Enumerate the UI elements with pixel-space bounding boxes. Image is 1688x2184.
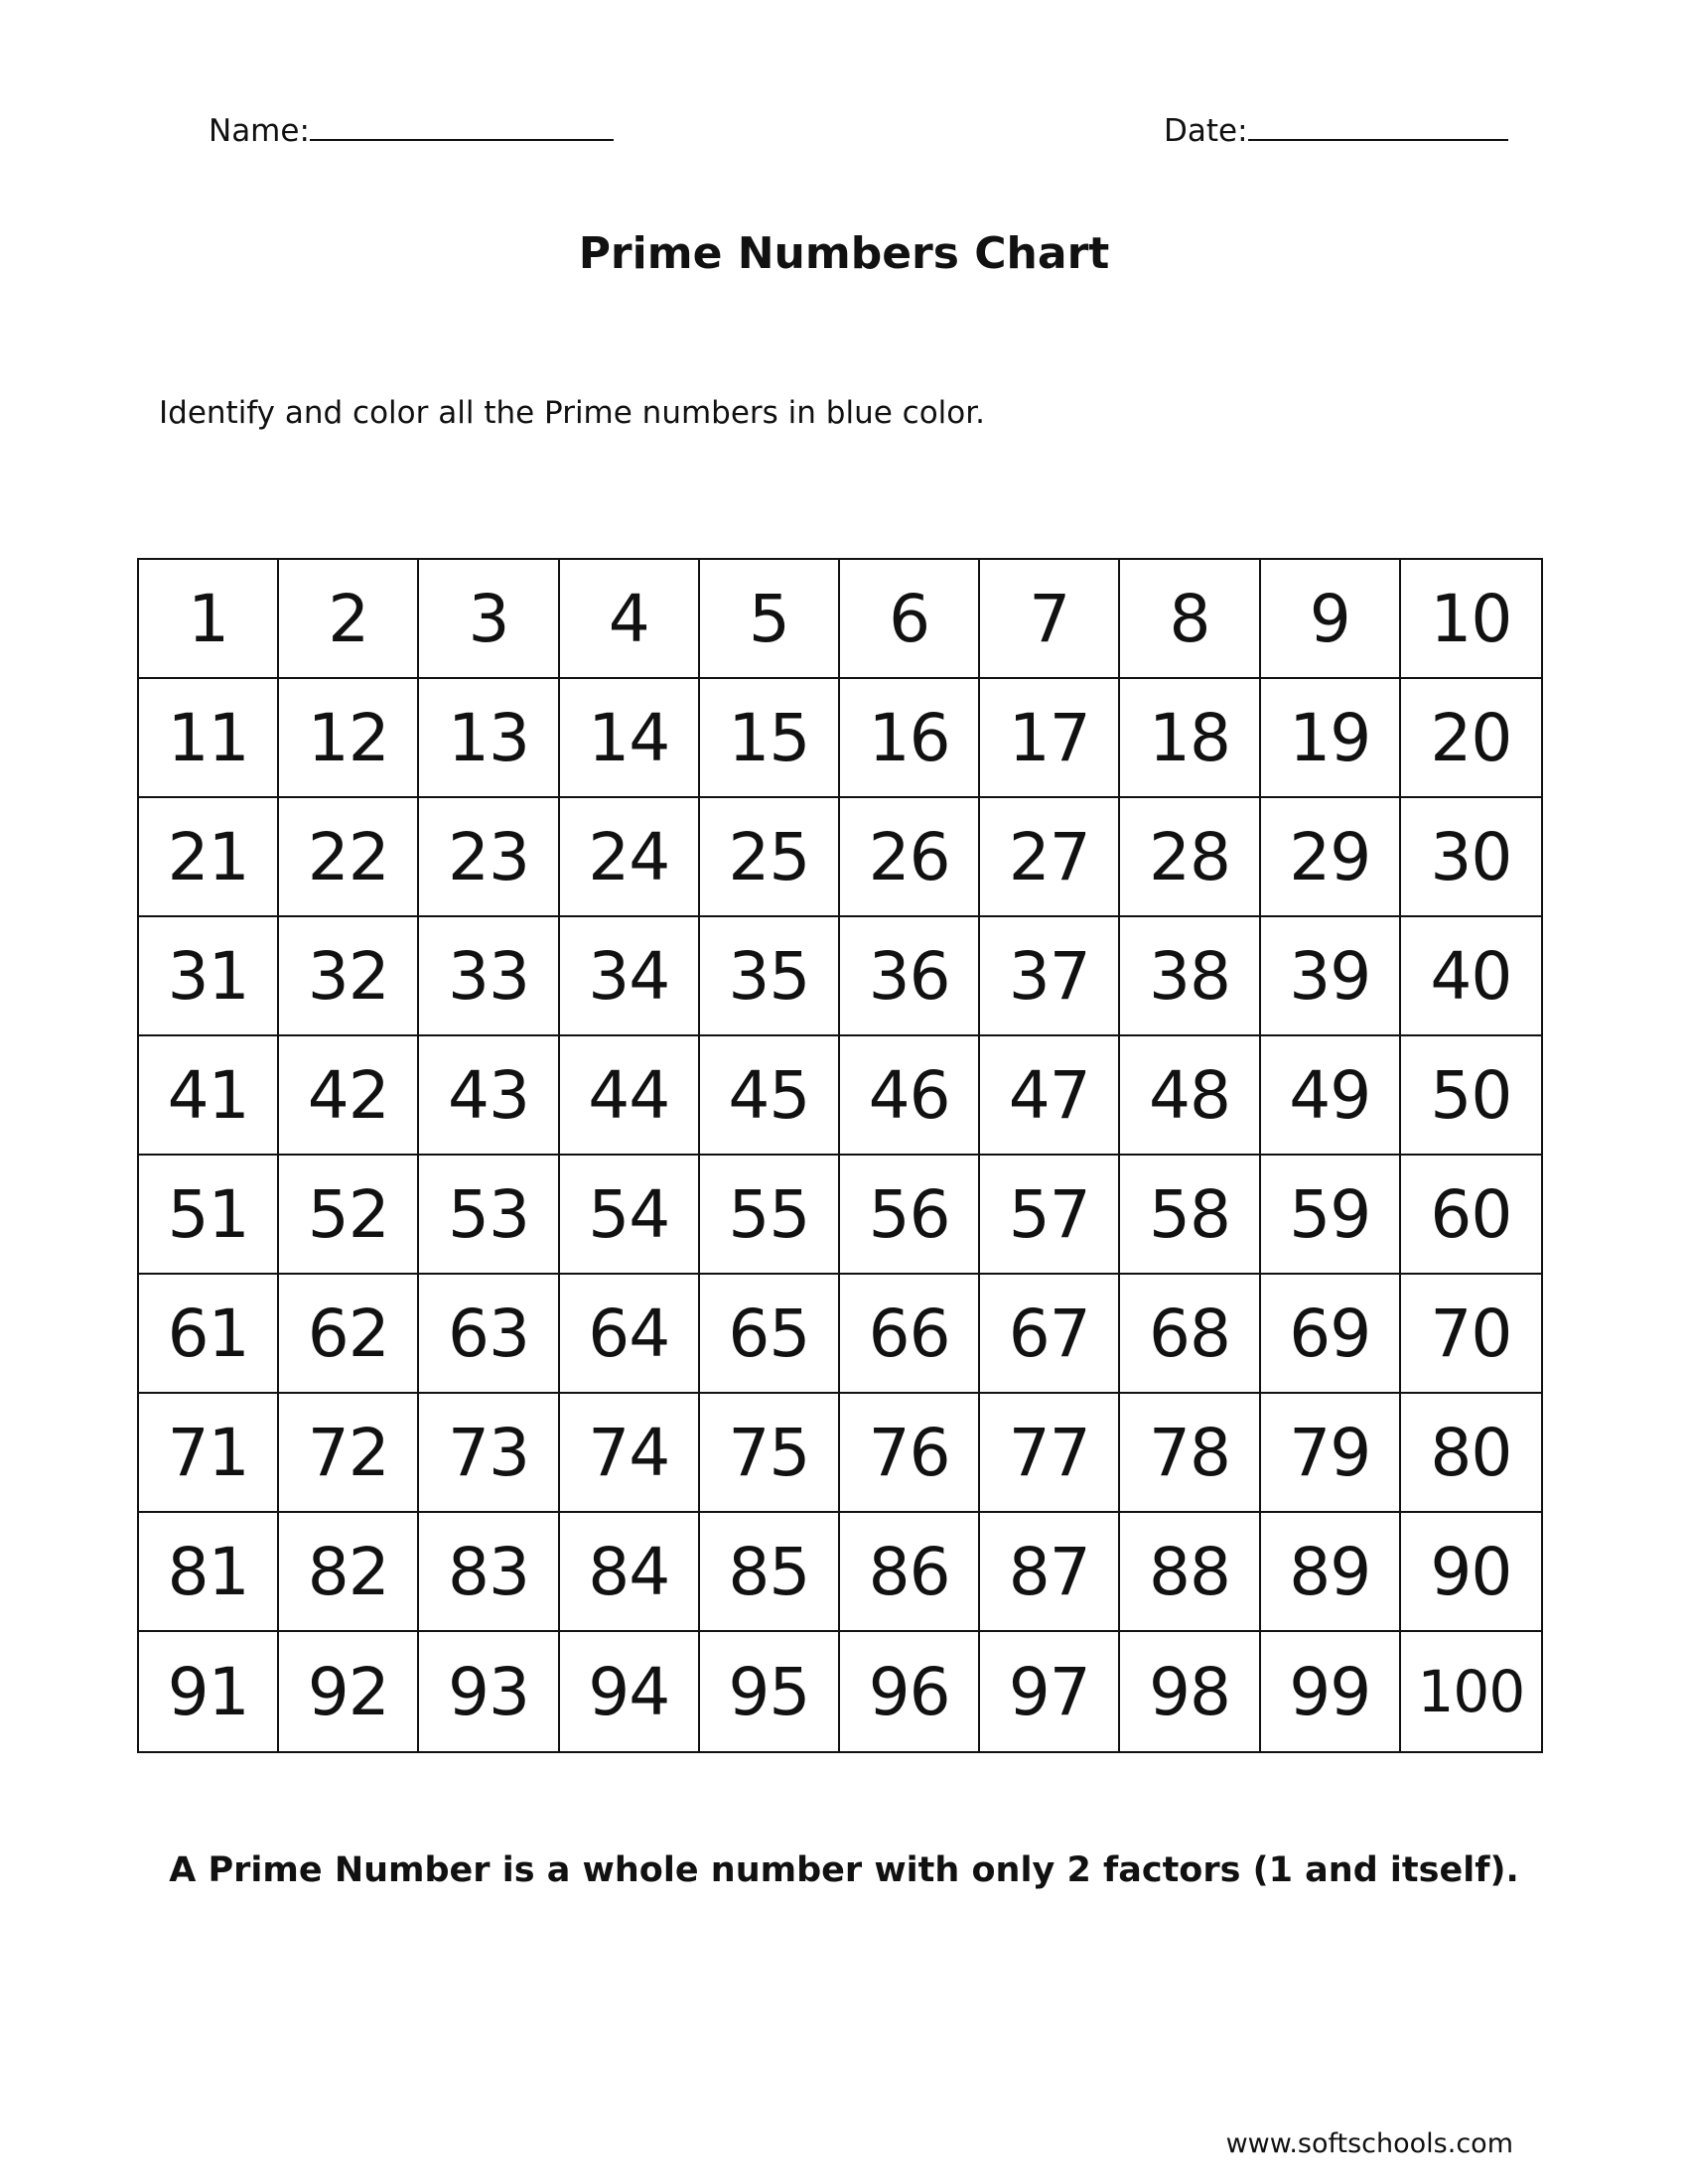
number-cell[interactable]: 33 (419, 917, 559, 1036)
number-cell[interactable]: 46 (840, 1036, 980, 1156)
number-cell[interactable]: 16 (840, 679, 980, 798)
number-cell[interactable]: 93 (419, 1632, 559, 1751)
number-cell[interactable]: 45 (700, 1036, 840, 1156)
number-cell[interactable]: 8 (1120, 560, 1260, 679)
number-cell[interactable]: 35 (700, 917, 840, 1036)
number-cell[interactable]: 83 (419, 1513, 559, 1632)
number-cell[interactable]: 34 (560, 917, 700, 1036)
name-blank-line[interactable] (310, 111, 614, 141)
number-cell[interactable]: 71 (139, 1394, 279, 1513)
number-cell[interactable]: 59 (1261, 1156, 1401, 1275)
number-cell[interactable]: 58 (1120, 1156, 1260, 1275)
number-cell[interactable]: 21 (139, 798, 279, 917)
number-cell[interactable]: 79 (1261, 1394, 1401, 1513)
number-cell[interactable]: 39 (1261, 917, 1401, 1036)
number-cell[interactable]: 28 (1120, 798, 1260, 917)
number-cell[interactable]: 100 (1417, 1658, 1525, 1725)
number-cell[interactable]: 18 (1120, 679, 1260, 798)
number-cell[interactable]: 13 (419, 679, 559, 798)
number-cell[interactable]: 74 (560, 1394, 700, 1513)
number-cell[interactable]: 63 (419, 1275, 559, 1394)
number-cell[interactable]: 78 (1120, 1394, 1260, 1513)
number-cell[interactable]: 43 (419, 1036, 559, 1156)
number-cell[interactable]: 7 (980, 560, 1120, 679)
number-cell[interactable]: 90 (1401, 1513, 1541, 1632)
number-cell[interactable]: 4 (560, 560, 700, 679)
number-cell[interactable]: 98 (1120, 1632, 1260, 1751)
number-cell[interactable]: 15 (700, 679, 840, 798)
number-cell[interactable]: 44 (560, 1036, 700, 1156)
name-field[interactable] (209, 111, 614, 149)
number-cell[interactable]: 50 (1401, 1036, 1541, 1156)
number-cell[interactable]: 31 (139, 917, 279, 1036)
number-cell[interactable]: 1 (139, 560, 279, 679)
number-cell[interactable]: 5 (700, 560, 840, 679)
number-cell[interactable]: 70 (1401, 1275, 1541, 1394)
number-cell[interactable]: 3 (419, 560, 559, 679)
name-label: Name: (209, 113, 310, 149)
prime-definition: A Prime Number is a whole number with only 2 factors (1 and itself). (169, 1850, 1519, 1890)
number-cell[interactable]: 14 (560, 679, 700, 798)
number-cell[interactable]: 61 (139, 1275, 279, 1394)
number-cell[interactable]: 96 (840, 1632, 980, 1751)
number-cell[interactable]: 32 (279, 917, 419, 1036)
number-cell[interactable]: 99 (1261, 1632, 1401, 1751)
number-cell[interactable]: 20 (1401, 679, 1541, 798)
number-cell[interactable]: 30 (1401, 798, 1541, 917)
number-cell[interactable]: 55 (700, 1156, 840, 1275)
number-cell[interactable]: 10 (1401, 560, 1541, 679)
number-cell[interactable]: 41 (139, 1036, 279, 1156)
date-field[interactable] (1164, 111, 1508, 149)
number-cell[interactable]: 95 (700, 1632, 840, 1751)
number-cell[interactable]: 25 (700, 798, 840, 917)
number-cell[interactable]: 52 (279, 1156, 419, 1275)
instructions: Identify and color all the Prime numbers in blue color. (159, 395, 985, 431)
number-cell[interactable]: 26 (840, 798, 980, 917)
number-cell[interactable]: 54 (560, 1156, 700, 1275)
number-cell[interactable]: 42 (279, 1036, 419, 1156)
number-cell[interactable]: 9 (1261, 560, 1401, 679)
number-cell[interactable]: 17 (980, 679, 1120, 798)
number-cell[interactable]: 66 (840, 1275, 980, 1394)
number-cell[interactable]: 87 (980, 1513, 1120, 1632)
number-cell[interactable]: 49 (1261, 1036, 1401, 1156)
number-cell[interactable]: 27 (980, 798, 1120, 917)
number-cell[interactable]: 81 (139, 1513, 279, 1632)
number-cell[interactable]: 2 (279, 560, 419, 679)
number-grid (137, 558, 1543, 1753)
number-cell[interactable]: 56 (840, 1156, 980, 1275)
number-cell[interactable]: 57 (980, 1156, 1120, 1275)
number-cell[interactable]: 11 (139, 679, 279, 798)
number-cell[interactable]: 37 (980, 917, 1120, 1036)
number-cell[interactable]: 51 (139, 1156, 279, 1275)
number-cell[interactable]: 29 (1261, 798, 1401, 917)
number-cell[interactable]: 82 (279, 1513, 419, 1632)
number-cell[interactable]: 62 (279, 1275, 419, 1394)
number-cell[interactable]: 53 (419, 1156, 559, 1275)
date-blank-line[interactable] (1248, 111, 1508, 141)
number-cell[interactable]: 6 (840, 560, 980, 679)
number-cell[interactable]: 89 (1261, 1513, 1401, 1632)
number-cell[interactable]: 40 (1401, 917, 1541, 1036)
number-cell[interactable]: 75 (700, 1394, 840, 1513)
number-cell[interactable]: 88 (1120, 1513, 1260, 1632)
number-cell[interactable]: 23 (419, 798, 559, 917)
number-cell[interactable]: 76 (840, 1394, 980, 1513)
number-cell[interactable]: 12 (279, 679, 419, 798)
number-cell[interactable]: 38 (1120, 917, 1260, 1036)
number-cell[interactable]: 68 (1120, 1275, 1260, 1394)
number-cell[interactable]: 60 (1401, 1156, 1541, 1275)
number-cell[interactable]: 92 (279, 1632, 419, 1751)
number-cell[interactable]: 77 (980, 1394, 1120, 1513)
number-cell[interactable]: 19 (1261, 679, 1401, 798)
number-cell[interactable]: 91 (139, 1632, 279, 1751)
number-cell[interactable]: 72 (279, 1394, 419, 1513)
number-cell[interactable]: 86 (840, 1513, 980, 1632)
page-title: Prime Numbers Chart (578, 228, 1110, 279)
number-cell[interactable]: 85 (700, 1513, 840, 1632)
number-cell[interactable]: 69 (1261, 1275, 1401, 1394)
number-cell[interactable]: 48 (1120, 1036, 1260, 1156)
number-cell[interactable]: 36 (840, 917, 980, 1036)
number-cell[interactable]: 65 (700, 1275, 840, 1394)
number-cell[interactable]: 47 (980, 1036, 1120, 1156)
number-cell[interactable]: 64 (560, 1275, 700, 1394)
number-cell[interactable]: 67 (980, 1275, 1120, 1394)
number-cell[interactable]: 94 (560, 1632, 700, 1751)
date-label: Date: (1164, 113, 1248, 149)
number-cell[interactable]: 24 (560, 798, 700, 917)
source-url: www.softschools.com (1225, 2128, 1513, 2159)
number-cell[interactable]: 97 (980, 1632, 1120, 1751)
number-cell[interactable]: 22 (279, 798, 419, 917)
number-cell[interactable]: 84 (560, 1513, 700, 1632)
number-cell[interactable]: 80 (1401, 1394, 1541, 1513)
number-cell[interactable]: 73 (419, 1394, 559, 1513)
